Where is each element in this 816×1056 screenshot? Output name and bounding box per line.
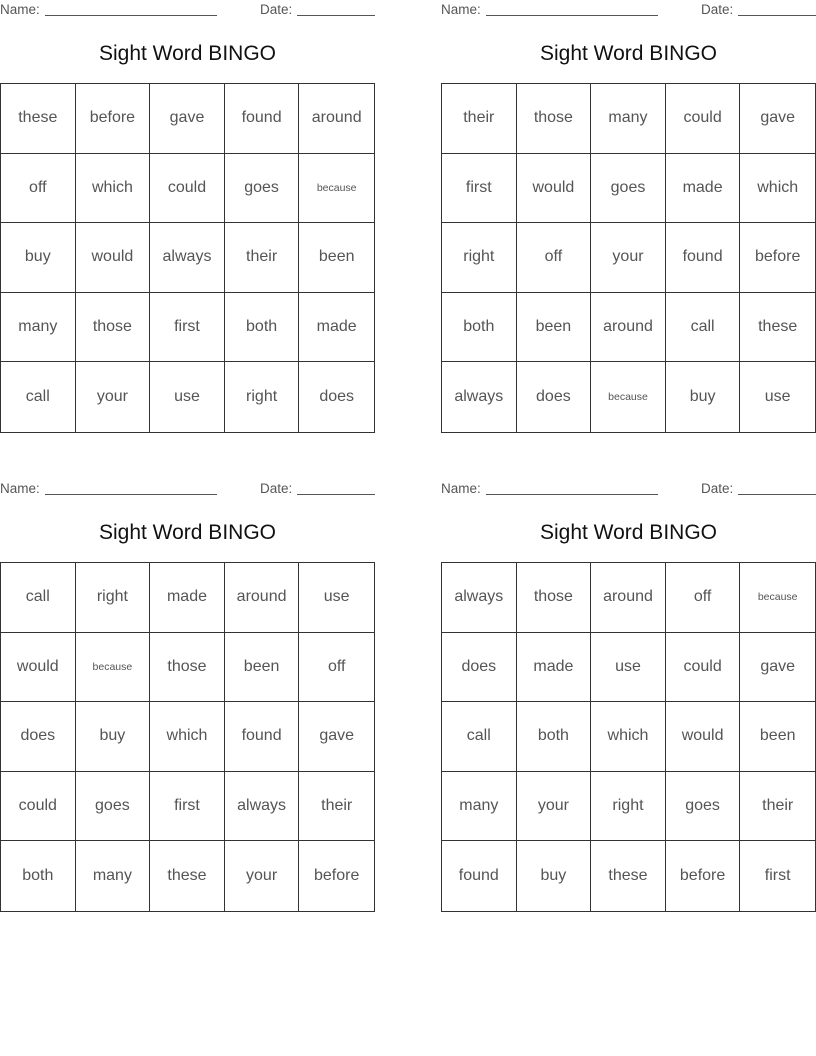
name-date-row: [0, 0, 375, 20]
bingo-cell: before: [740, 223, 815, 293]
bingo-cell: right: [591, 772, 666, 842]
bingo-cell: would: [76, 223, 151, 293]
bingo-cell: these: [591, 841, 666, 911]
date-line: [738, 15, 816, 16]
bingo-cell: made: [299, 293, 374, 363]
bingo-cell: many: [442, 772, 517, 842]
bingo-cell: many: [76, 841, 151, 911]
bingo-cell: around: [591, 293, 666, 363]
bingo-cell: your: [225, 841, 300, 911]
name-date-row: [0, 479, 375, 499]
bingo-cell: both: [225, 293, 300, 363]
bingo-cell: off: [1, 154, 76, 224]
bingo-cell: use: [150, 362, 225, 432]
date-line: [297, 15, 375, 16]
bingo-cell: which: [76, 154, 151, 224]
bingo-cell: both: [442, 293, 517, 363]
bingo-cell: both: [1, 841, 76, 911]
bingo-cell: your: [517, 772, 592, 842]
bingo-cell: those: [517, 84, 592, 154]
bingo-cell: would: [517, 154, 592, 224]
bingo-cell: because: [591, 362, 666, 432]
bingo-cell: buy: [517, 841, 592, 911]
bingo-cell: made: [150, 563, 225, 633]
bingo-cell: around: [299, 84, 374, 154]
bingo-cell: those: [76, 293, 151, 363]
bingo-cell: always: [442, 362, 517, 432]
bingo-cell: before: [666, 841, 741, 911]
name-line: [45, 15, 217, 16]
bingo-grid: [0, 562, 375, 912]
bingo-grid: [441, 562, 816, 912]
bingo-cell: off: [666, 563, 741, 633]
bingo-cell: first: [150, 293, 225, 363]
bingo-cell: first: [150, 772, 225, 842]
bingo-cell: could: [1, 772, 76, 842]
bingo-cell: been: [225, 633, 300, 703]
name-date-row: [441, 0, 816, 20]
bingo-cell: always: [225, 772, 300, 842]
bingo-cell: found: [666, 223, 741, 293]
name-label: Name:: [0, 2, 40, 17]
bingo-cell: does: [442, 633, 517, 703]
bingo-cell: goes: [666, 772, 741, 842]
bingo-cell: call: [1, 563, 76, 633]
bingo-cell: found: [225, 84, 300, 154]
bingo-cell: been: [299, 223, 374, 293]
bingo-cell: their: [225, 223, 300, 293]
bingo-cell: buy: [1, 223, 76, 293]
bingo-cell: gave: [740, 633, 815, 703]
bingo-cell: off: [517, 223, 592, 293]
bingo-cell: call: [442, 702, 517, 772]
bingo-cell: before: [76, 84, 151, 154]
bingo-cell: first: [442, 154, 517, 224]
name-date-row: [441, 479, 816, 499]
bingo-cell: been: [740, 702, 815, 772]
bingo-cell: first: [764, 867, 791, 885]
bingo-cell: their: [740, 772, 815, 842]
bingo-cell: which: [740, 154, 815, 224]
bingo-cell: because: [76, 633, 151, 703]
bingo-cell: off: [299, 633, 374, 703]
bingo-cell: goes: [225, 154, 300, 224]
name-line: [486, 15, 658, 16]
card-title: Sight Word BINGO: [539, 521, 717, 544]
bingo-cell: call: [1, 362, 76, 432]
bingo-cell: made: [666, 154, 741, 224]
bingo-cell: because: [740, 563, 815, 633]
date-label: Date:: [701, 481, 734, 496]
bingo-cell: gave: [299, 702, 374, 772]
bingo-cell: many: [591, 84, 666, 154]
bingo-cell: does: [319, 388, 355, 406]
bingo-cell: gave: [740, 84, 815, 154]
bingo-cell: does: [1, 702, 76, 772]
bingo-cell: would: [666, 702, 741, 772]
bingo-cell: your: [76, 362, 151, 432]
card-title: Sight Word BINGO: [98, 42, 276, 65]
bingo-cell: right: [76, 563, 151, 633]
bingo-cell: these: [150, 841, 225, 911]
bingo-cell: because: [299, 154, 374, 224]
date-label: Date:: [260, 2, 293, 17]
bingo-cell: buy: [76, 702, 151, 772]
bingo-cell: always: [150, 223, 225, 293]
date-label: Date:: [701, 2, 734, 17]
bingo-cell: buy: [666, 362, 741, 432]
date-label: Date:: [260, 481, 293, 496]
bingo-cell: around: [225, 563, 300, 633]
bingo-cell: could: [666, 84, 741, 154]
date-line: [297, 494, 375, 495]
bingo-cell: does: [517, 362, 592, 432]
bingo-cell: around: [591, 563, 666, 633]
bingo-cell: found: [225, 702, 300, 772]
bingo-cell: right: [442, 223, 517, 293]
bingo-cell: both: [517, 702, 592, 772]
bingo-cell: which: [591, 702, 666, 772]
bingo-cell: before: [314, 867, 360, 885]
name-line: [486, 494, 658, 495]
bingo-cell: use: [764, 388, 791, 406]
bingo-cell: found: [442, 841, 517, 911]
bingo-cell: would: [1, 633, 76, 703]
bingo-cell: those: [150, 633, 225, 703]
bingo-cell: your: [591, 223, 666, 293]
date-line: [738, 494, 816, 495]
bingo-cell: been: [517, 293, 592, 363]
name-label: Name:: [0, 481, 40, 496]
name-line: [45, 494, 217, 495]
bingo-cell: goes: [591, 154, 666, 224]
bingo-cell: could: [666, 633, 741, 703]
bingo-cell: which: [150, 702, 225, 772]
bingo-cell: use: [299, 563, 374, 633]
name-label: Name:: [441, 2, 481, 17]
bingo-cell: made: [517, 633, 592, 703]
card-title: Sight Word BINGO: [539, 42, 717, 65]
bingo-cell: their: [442, 84, 517, 154]
bingo-cell: goes: [76, 772, 151, 842]
bingo-cell: these: [1, 84, 76, 154]
bingo-cell: use: [591, 633, 666, 703]
bingo-cell: always: [442, 563, 517, 633]
bingo-cell: these: [740, 293, 815, 363]
card-title: Sight Word BINGO: [98, 521, 276, 544]
bingo-cell: those: [517, 563, 592, 633]
bingo-grid: [0, 83, 375, 433]
name-label: Name:: [441, 481, 481, 496]
bingo-cell: call: [666, 293, 741, 363]
bingo-cell: could: [150, 154, 225, 224]
bingo-cell: their: [299, 772, 374, 842]
bingo-cell: right: [225, 362, 300, 432]
bingo-cell: gave: [150, 84, 225, 154]
bingo-cell: many: [1, 293, 76, 363]
bingo-grid: [441, 83, 816, 433]
